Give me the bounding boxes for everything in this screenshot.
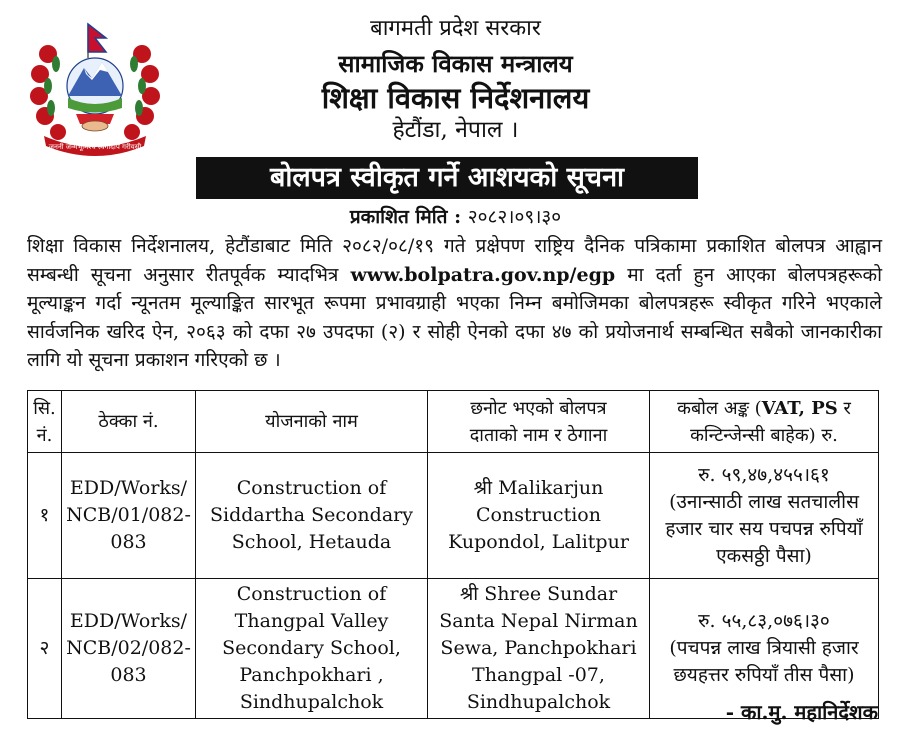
row-project: Construction of Thangpal Valley Secondary School, Panchpokhari , Sindhupalchok bbox=[196, 579, 428, 719]
signature-designation: - का.मु. महानिर्देशक bbox=[725, 700, 878, 724]
bidder-header-line1: छनोट भएको बोलपत्र bbox=[470, 397, 607, 419]
row-project: Construction of Siddartha Secondary School, Hetauda bbox=[196, 453, 428, 579]
ministry-name: सामाजिक विकास मन्त्रालय bbox=[338, 49, 573, 78]
amount-header-pre: कबोल अङ्क ( bbox=[677, 397, 762, 419]
province-government: बागमती प्रदेश सरकार bbox=[370, 16, 541, 41]
row-amount bbox=[650, 579, 879, 719]
amount-value: रु. ५९,४७,४५५।६१ bbox=[698, 463, 830, 486]
emblem-motto: जननी जन्मभूमिश्च स्वर्गादपि गरीयसी bbox=[48, 143, 142, 151]
notice-body-text-2: मा दर्ता हुन आएका बोलपत्रहरूको मूल्याङ्कन गर्दा न्यूनतम मूल्याङ्कित सारभूत रूपमा प्रभावग्राही भएका निम्न बमोजिमका बोलपत्रहरू स्वीकृत गरिने भएकाले सार्वजनिक खरिद ऐन, २०६३ को दफा २७ उपदफा (२) र सोही ऐनको दफा ४७ को प्रयोजनार्थ सम्बन्धित सबैको जानकारीका लागि यो सूचना प्रकाशन गरिएको छ । bbox=[27, 263, 882, 371]
row-bidder: श्री Malikarjun Construction Kupondol, Lalitpur bbox=[428, 453, 650, 579]
row-contract: EDD/Works/ NCB/01/082-083 bbox=[62, 453, 196, 579]
row-amount bbox=[650, 453, 879, 579]
amount-header-post: र कन्टिन्जेन्सी बाहेक) रु. bbox=[690, 397, 851, 446]
col-header-contract: ठेक्का नं. bbox=[62, 391, 196, 453]
row-contract: EDD/Works/ NCB/02/082-083 bbox=[62, 579, 196, 719]
col-header-project: योजनाको नाम bbox=[196, 391, 428, 453]
col-header-sn: सि. नं. bbox=[28, 391, 62, 453]
bolpatra-link[interactable]: www.bolpatra.gov.np/egp bbox=[350, 263, 616, 286]
amount-words: (पचपन्न लाख त्रियासी हजार छयहत्तर रुपियाँ तीस पैसा) bbox=[669, 637, 859, 686]
award-table bbox=[27, 390, 879, 719]
table-row bbox=[28, 579, 879, 719]
publication-date-label: प्रकाशित मिति : bbox=[349, 206, 468, 228]
table-header-row bbox=[28, 391, 879, 453]
directorate-name: शिक्षा विकास निर्देशनालय bbox=[321, 81, 590, 115]
amount-header-bold: VAT, PS bbox=[761, 397, 838, 419]
notice-body-text-1: शिक्षा विकास निर्देशनालय, हेटौंडाबाट मिति २०८२/०८/१९ गते प्रक्षेपण राष्ट्रिय दैनिक पत्रिकामा प्रकाशित बोलपत्र आह्वान सम्बन्धी सूचना अनुसार रीतपूर्वक म्यादभित्र bbox=[27, 235, 882, 286]
amount-words: (उनान्साठी लाख सतचालीस हजार चार सय पचपन्न रुपियाँ एकसठ्ठी पैसा) bbox=[665, 490, 863, 567]
table-row bbox=[28, 453, 879, 579]
col-header-bidder bbox=[428, 391, 650, 453]
amount-value: रु. ५५,८३,०७६।३० bbox=[698, 610, 830, 632]
bidder-header-line2: दाताको नाम र ठेगाना bbox=[469, 424, 608, 446]
publication-date-value: २०८२।०९।३० bbox=[467, 206, 562, 228]
publication-date bbox=[0, 206, 911, 228]
col-header-amount bbox=[650, 391, 879, 453]
notice-title: बोलपत्र स्वीकृत गर्ने आशयको सूचना bbox=[196, 157, 698, 199]
row-sn: २ bbox=[28, 579, 62, 719]
row-sn: १ bbox=[28, 453, 62, 579]
row-bidder: श्री Shree Sundar Santa Nepal Nirman Sewa, Panchpokhari Thangpal -07, Sindhupalchok bbox=[428, 579, 650, 719]
office-address: हेटौंडा, नेपाल । bbox=[392, 117, 519, 143]
notice-body bbox=[27, 232, 882, 375]
